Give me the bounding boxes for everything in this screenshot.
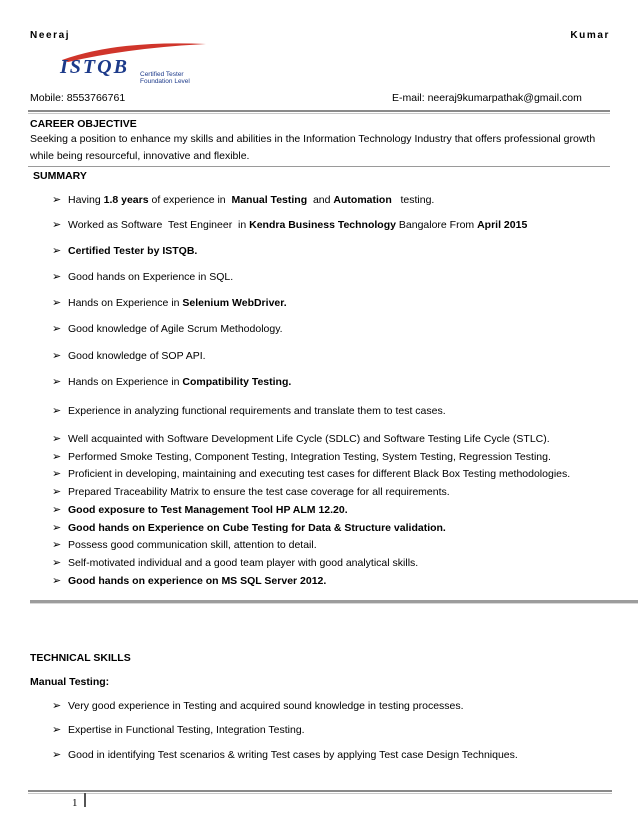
bullet-item — [52, 349, 206, 362]
bullet-arrow-icon: ➢ — [52, 297, 62, 309]
logo-subtitle-2: Foundation Level — [140, 78, 190, 85]
bullet-text: Kendra Business Technology — [249, 219, 396, 231]
bullet-arrow-icon: ➢ — [52, 522, 62, 534]
bullet-item — [52, 723, 305, 736]
bullet-arrow-icon: ➢ — [52, 539, 62, 551]
bullet-item — [52, 748, 518, 761]
bullet-item — [52, 322, 283, 335]
bullet-arrow-icon: ➢ — [52, 405, 62, 417]
bullet-text: Manual Testing — [231, 194, 308, 206]
bullet-arrow-icon: ➢ — [52, 486, 62, 498]
bullet-text: Good in identifying Test scenarios & writing Test cases by applying Test case Design Techniques. — [68, 749, 518, 761]
bullet-arrow-icon: ➢ — [52, 350, 62, 362]
contact-row — [30, 92, 610, 104]
bullet-text: Possess good communication skill, attention to detail. — [68, 539, 317, 551]
bullet-text: testing. — [391, 194, 435, 206]
bullet-arrow-icon: ➢ — [52, 376, 62, 388]
logo-text: ISTQB — [60, 56, 129, 78]
bullet-text: and — [307, 194, 334, 206]
bullet-text: Proficient in developing, maintaining and executing test cases for different Black Box Testing methodologies. — [68, 468, 571, 480]
bullet-text: Performed Smoke Testing, Component Testing, Integration Testing, System Testing, Regression Testing. — [68, 451, 551, 463]
bullet-text: Having — [68, 194, 104, 206]
bullet-text: Automation — [333, 194, 392, 206]
career-objective-title: CAREER OBJECTIVE — [30, 118, 137, 130]
divider — [28, 110, 610, 114]
bullet-arrow-icon: ➢ — [52, 724, 62, 736]
bullet-item — [52, 503, 348, 516]
bullet-item — [52, 270, 233, 283]
bullet-text: Good hands on Experience on Cube Testing for Data & Structure validation. — [68, 522, 446, 534]
email-address: E-mail: neeraj9kumarpathak@gmail.com — [392, 92, 582, 104]
bullet-item — [52, 485, 450, 498]
bullet-text: Certified Tester by ISTQB. — [68, 245, 198, 257]
bullet-text: Very good experience in Testing and acquired sound knowledge in testing processes. — [68, 700, 464, 712]
mobile-number: Mobile: 8553766761 — [30, 92, 126, 104]
bullet-text: Good hands on experience on MS SQL Server 2012. — [68, 575, 327, 587]
bullet-text: Good knowledge of Agile Scrum Methodology. — [68, 323, 283, 335]
bullet-item — [52, 467, 570, 480]
bullet-text: Selenium WebDriver. — [182, 297, 287, 309]
first-name: Neeraj — [30, 30, 71, 41]
bullet-text: of experience in — [148, 194, 232, 206]
bullet-item — [52, 699, 464, 712]
summary-title: SUMMARY — [33, 170, 87, 182]
page-number: 1 — [72, 797, 78, 809]
bullet-arrow-icon: ➢ — [52, 323, 62, 335]
bullet-text: April 2015 — [477, 219, 528, 231]
bullet-text: Self-motivated individual and a good team player with good analytical skills. — [68, 557, 419, 569]
bullet-item — [52, 404, 446, 417]
bullet-arrow-icon: ➢ — [52, 749, 62, 761]
footer-rule — [28, 790, 612, 794]
bullet-item — [52, 296, 287, 309]
bullet-text: Good exposure to Test Management Tool HP ALM 12.20. — [68, 504, 348, 516]
bullet-arrow-icon: ➢ — [52, 575, 62, 587]
bullet-text: Compatibility Testing. — [182, 376, 292, 388]
bullet-text: Experience in analyzing functional requirements and translate them to test cases. — [68, 405, 446, 417]
bullet-arrow-icon: ➢ — [52, 271, 62, 283]
career-objective-text: Seeking a position to enhance my skills and abilities in the Information Technology Industry that offers professional growth while being resourceful, innovative and flexible. — [30, 133, 596, 162]
bullet-arrow-icon: ➢ — [52, 504, 62, 516]
last-name: Kumar — [570, 30, 610, 41]
bullet-item — [52, 218, 527, 231]
page-number-bar — [84, 793, 86, 807]
bullet-text: Hands on Experience in — [68, 376, 183, 388]
bullet-arrow-icon: ➢ — [52, 451, 62, 463]
bullet-item — [52, 574, 326, 587]
bullet-arrow-icon: ➢ — [52, 700, 62, 712]
bullet-item — [52, 244, 197, 257]
bullet-arrow-icon: ➢ — [52, 245, 62, 257]
logo-subtitle-1: Certified Tester — [140, 71, 184, 78]
bullet-item — [52, 450, 551, 463]
bullet-text: 1.8 years — [103, 194, 149, 206]
bullet-item — [52, 521, 446, 534]
bullet-text: Hands on Experience in — [68, 297, 183, 309]
bullet-text: Prepared Traceability Matrix to ensure the test case coverage for all requirements. — [68, 486, 450, 498]
istqb-logo — [58, 42, 208, 86]
bullet-text: Worked as Software Test Engineer in — [68, 219, 250, 231]
bullet-arrow-icon: ➢ — [52, 194, 62, 206]
bullet-text: Expertise in Functional Testing, Integration Testing. — [68, 724, 305, 736]
bullet-item — [52, 556, 418, 569]
bullet-item — [52, 375, 291, 388]
bullet-arrow-icon: ➢ — [52, 433, 62, 445]
bullet-text: Good knowledge of SOP API. — [68, 350, 206, 362]
bullet-arrow-icon: ➢ — [52, 219, 62, 231]
bullet-text: Well acquainted with Software Development Life Cycle (SDLC) and Software Testing Life Cycle (STLC). — [68, 433, 550, 445]
technical-skills-title: TECHNICAL SKILLS — [30, 652, 131, 664]
bullet-arrow-icon: ➢ — [52, 557, 62, 569]
bullet-text: Good hands on Experience in SQL. — [68, 271, 234, 283]
bullet-item — [52, 432, 550, 445]
bullet-text: Bangalore From — [395, 219, 478, 231]
bullet-item — [52, 193, 434, 206]
divider — [30, 600, 638, 604]
manual-testing-title: Manual Testing: — [30, 676, 110, 688]
bullet-item — [52, 538, 317, 551]
bullet-arrow-icon: ➢ — [52, 468, 62, 480]
divider — [28, 166, 610, 167]
